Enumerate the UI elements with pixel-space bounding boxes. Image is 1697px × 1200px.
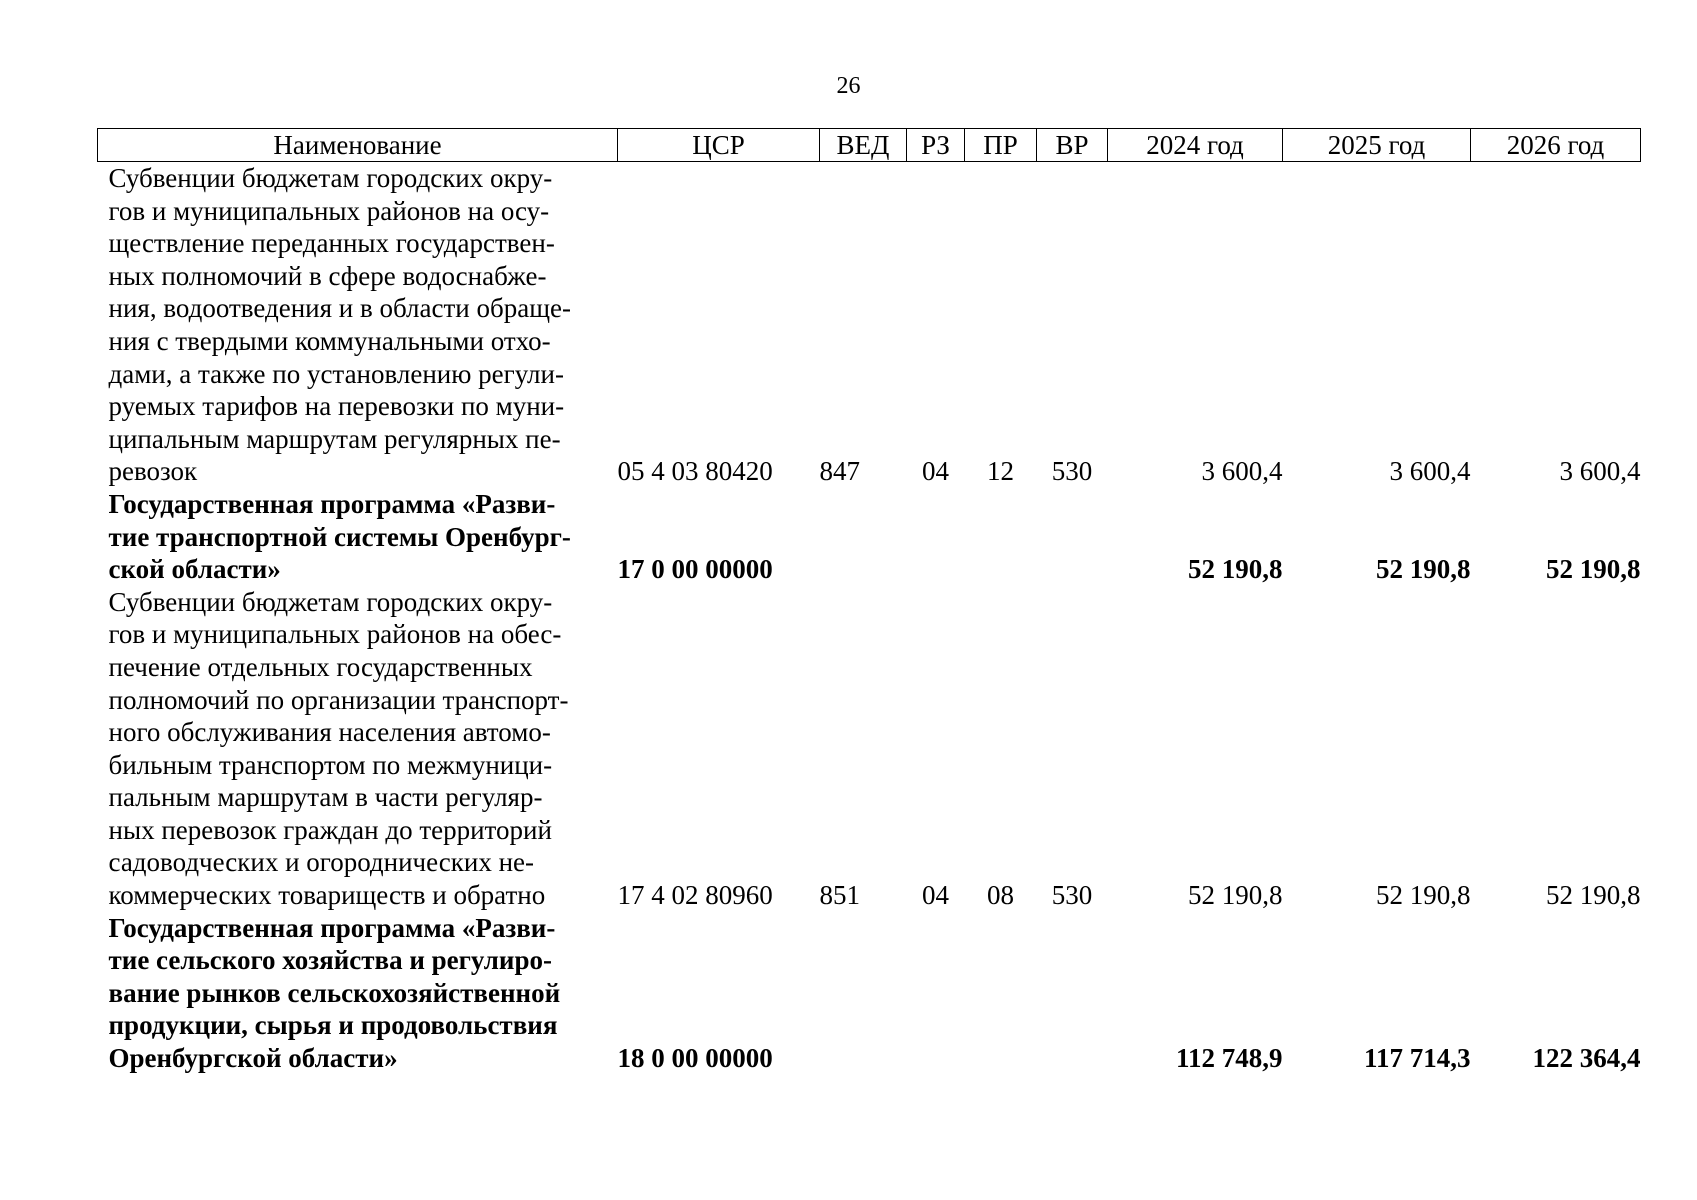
row-amount-2024: 52 190,8 [1188,880,1283,911]
header-name: Наименование [98,129,618,162]
header-ved: ВЕД [820,129,907,162]
row-rz [907,912,965,1075]
row-name-line: Субвенции бюджетам городских окру- [108,586,553,617]
row-amount-2026: 122 364,4 [1532,1043,1641,1074]
row-name-line: коммерческих товариществ и обратно [108,880,546,911]
row-csr: 05 4 03 80420 [617,456,773,487]
row-name-line: ния, водоотведения и в области обраще- [108,293,571,324]
row-name-line: пальным маршрутам в части регуляр- [108,782,543,813]
row-amount-2025: 117 714,3 [1363,1043,1471,1074]
header-2026: 2026 год [1471,129,1641,162]
row-amount-2024: 112 748,9 [1175,1043,1283,1074]
budget-allocation-table [97,128,1641,1075]
row-name-line: продукции, сырья и продовольствия [108,1010,558,1041]
row-amount-2025: 52 190,8 [1376,554,1471,585]
row-name-line: Оренбургской области» [108,1043,398,1074]
row-name [98,586,618,912]
row-vr: 530 [1051,456,1093,487]
row-name-line: бильным транспортом по межмуници- [108,749,553,780]
row-pr: 12 [987,456,1014,487]
row-name-line: Государственная программа «Разви- [108,488,556,519]
row-name-line: ного обслуживания населения автомо- [108,717,551,748]
row-rz [907,488,965,586]
header-2024: 2024 год [1108,129,1283,162]
row-name [98,912,618,1075]
header-csr: ЦСР [618,129,820,162]
row-name-line: гов и муниципальных районов на обес- [108,619,562,650]
row-ved [820,912,907,1075]
row-rz: 04 [922,456,949,487]
row-name [98,488,618,586]
row-rz: 04 [922,880,949,911]
header-2025: 2025 год [1283,129,1471,162]
row-name-line: печение отдельных государственных [108,651,533,682]
header-vr: ВР [1037,129,1108,162]
row-vr [1037,912,1108,1075]
row-amount-2024: 3 600,4 [1201,456,1283,487]
row-name-line: ской области» [108,554,281,585]
row-name-line: Субвенции бюджетам городских окру- [108,163,553,193]
table-header-row [98,129,1641,162]
row-amount-2025: 52 190,8 [1376,880,1471,911]
row-name [98,162,618,488]
row-ved: 847 [819,456,860,487]
row-amount-2026: 52 190,8 [1546,880,1641,911]
row-amount-2024: 52 190,8 [1188,554,1283,585]
table-row [98,162,1641,488]
row-name-line: ципальным маршрутам регулярных пе- [108,423,561,454]
row-pr [965,488,1037,586]
row-pr [965,912,1037,1075]
row-name-line: дами, а также по установлению регули- [108,358,564,389]
row-vr: 530 [1051,880,1093,911]
row-vr [1037,488,1108,586]
row-name-line: ществление переданных государствен- [108,228,555,259]
header-rz: РЗ [907,129,965,162]
row-pr: 08 [987,880,1014,911]
table-row [98,488,1641,586]
row-name-line: тие транспортной системы Оренбург- [108,521,571,552]
row-name-line: руемых тарифов на перевозки по муни- [108,391,565,422]
row-csr: 18 0 00 00000 [617,1043,773,1074]
header-pr: ПР [965,129,1037,162]
row-csr: 17 0 00 00000 [617,554,773,585]
row-amount-2025: 3 600,4 [1389,456,1471,487]
table-row [98,912,1641,1075]
row-name-line: ных перевозок граждан до территорий [108,814,552,845]
page-number: 26 [836,73,861,99]
row-name-line: Государственная программа «Разви- [108,912,556,943]
row-name-line: вание рынков сельскохозяйственной [108,977,561,1008]
row-amount-2026: 52 190,8 [1546,554,1641,585]
table-row [98,586,1641,912]
row-amount-2026: 3 600,4 [1559,456,1641,487]
row-name-line: ния с твердыми коммунальными отхо- [108,325,551,356]
row-name-line: полномочий по организации транспорт- [108,684,569,715]
row-name-line: ревозок [108,456,198,487]
row-ved [820,488,907,586]
row-name-line: гов и муниципальных районов на осу- [108,195,550,226]
row-ved: 851 [819,880,860,911]
row-name-line: садоводческих и огороднических не- [108,847,535,878]
row-name-line: тие сельского хозяйства и регулиро- [108,945,552,976]
row-csr: 17 4 02 80960 [617,880,773,911]
row-name-line: ных полномочий в сфере водоснабже- [108,260,547,291]
